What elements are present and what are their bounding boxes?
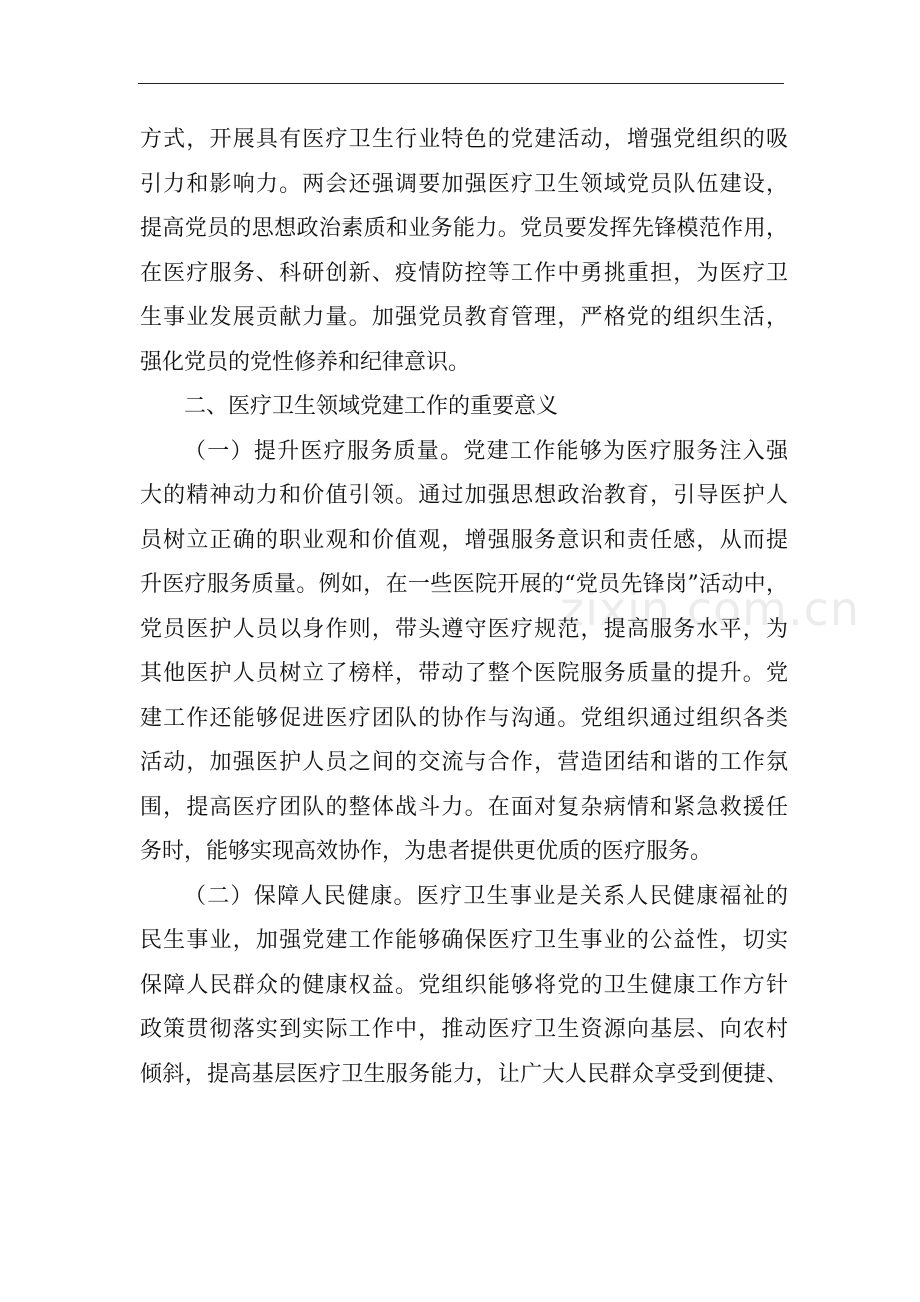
watermark: zixin.com.cn bbox=[560, 582, 861, 636]
body-line: 围，提高医疗团队的整体战斗力。在面对复杂病情和紧急救援任 bbox=[140, 794, 788, 820]
header-rule bbox=[138, 83, 784, 84]
body-line: 升医疗服务质量。例如，在一些医院开展的“党员先锋岗”活动中， bbox=[140, 572, 788, 597]
body-line: 倾斜，提高基层医疗卫生服务能力，让广大人民群众享受到便捷、 bbox=[140, 1061, 788, 1087]
body-line: 员树立正确的职业观和价值观，增强服务意识和责任感，从而提 bbox=[140, 527, 788, 553]
paragraph-start: （一）提升医疗服务质量。党建工作能够为医疗服务注入强 bbox=[184, 438, 788, 464]
body-line: 务时，能够实现高效协作，为患者提供更优质的医疗服务。 bbox=[140, 839, 713, 864]
body-line: 政策贯彻落实到实际工作中，推动医疗卫生资源向基层、向农村 bbox=[140, 1017, 788, 1042]
body-line: 引力和影响力。两会还强调要加强医疗卫生领域党员队伍建设， bbox=[140, 171, 788, 197]
paragraph-start: （二）保障人民健康。医疗卫生事业是关系人民健康福祉的 bbox=[184, 883, 788, 909]
document-body bbox=[140, 118, 788, 1097]
body-line: 方式，开展具有医疗卫生行业特色的党建活动，增强党组织的吸 bbox=[140, 127, 788, 152]
body-line: 活动，加强医护人员之间的交流与合作，营造团结和谐的工作氛 bbox=[140, 750, 788, 775]
body-line: 大的精神动力和价值引领。通过加强思想政治教育，引导医护人 bbox=[140, 483, 788, 508]
section-heading: 二、医疗卫生领域党建工作的重要意义 bbox=[184, 394, 559, 419]
body-line: 强化党员的党性修养和纪律意识。 bbox=[140, 349, 471, 375]
body-line: 民生事业，加强党建工作能够确保医疗卫生事业的公益性，切实 bbox=[140, 928, 788, 953]
body-line: 生事业发展贡献力量。加强党员教育管理，严格党的组织生活， bbox=[140, 305, 788, 330]
body-line: 其他医护人员树立了榜样，带动了整个医院服务质量的提升。党 bbox=[140, 661, 788, 686]
body-line: 党员医护人员以身作则，带头遵守医疗规范，提高服务水平，为 bbox=[140, 616, 788, 642]
body-line: 保障人民群众的健康权益。党组织能够将党的卫生健康工作方针 bbox=[140, 972, 788, 998]
body-line: 提高党员的思想政治素质和业务能力。党员要发挥先锋模范作用， bbox=[140, 216, 788, 241]
body-line: 建工作还能够促进医疗团队的协作与沟通。党组织通过组织各类 bbox=[140, 705, 788, 731]
body-line: 在医疗服务、科研创新、疫情防控等工作中勇挑重担，为医疗卫 bbox=[140, 260, 788, 286]
